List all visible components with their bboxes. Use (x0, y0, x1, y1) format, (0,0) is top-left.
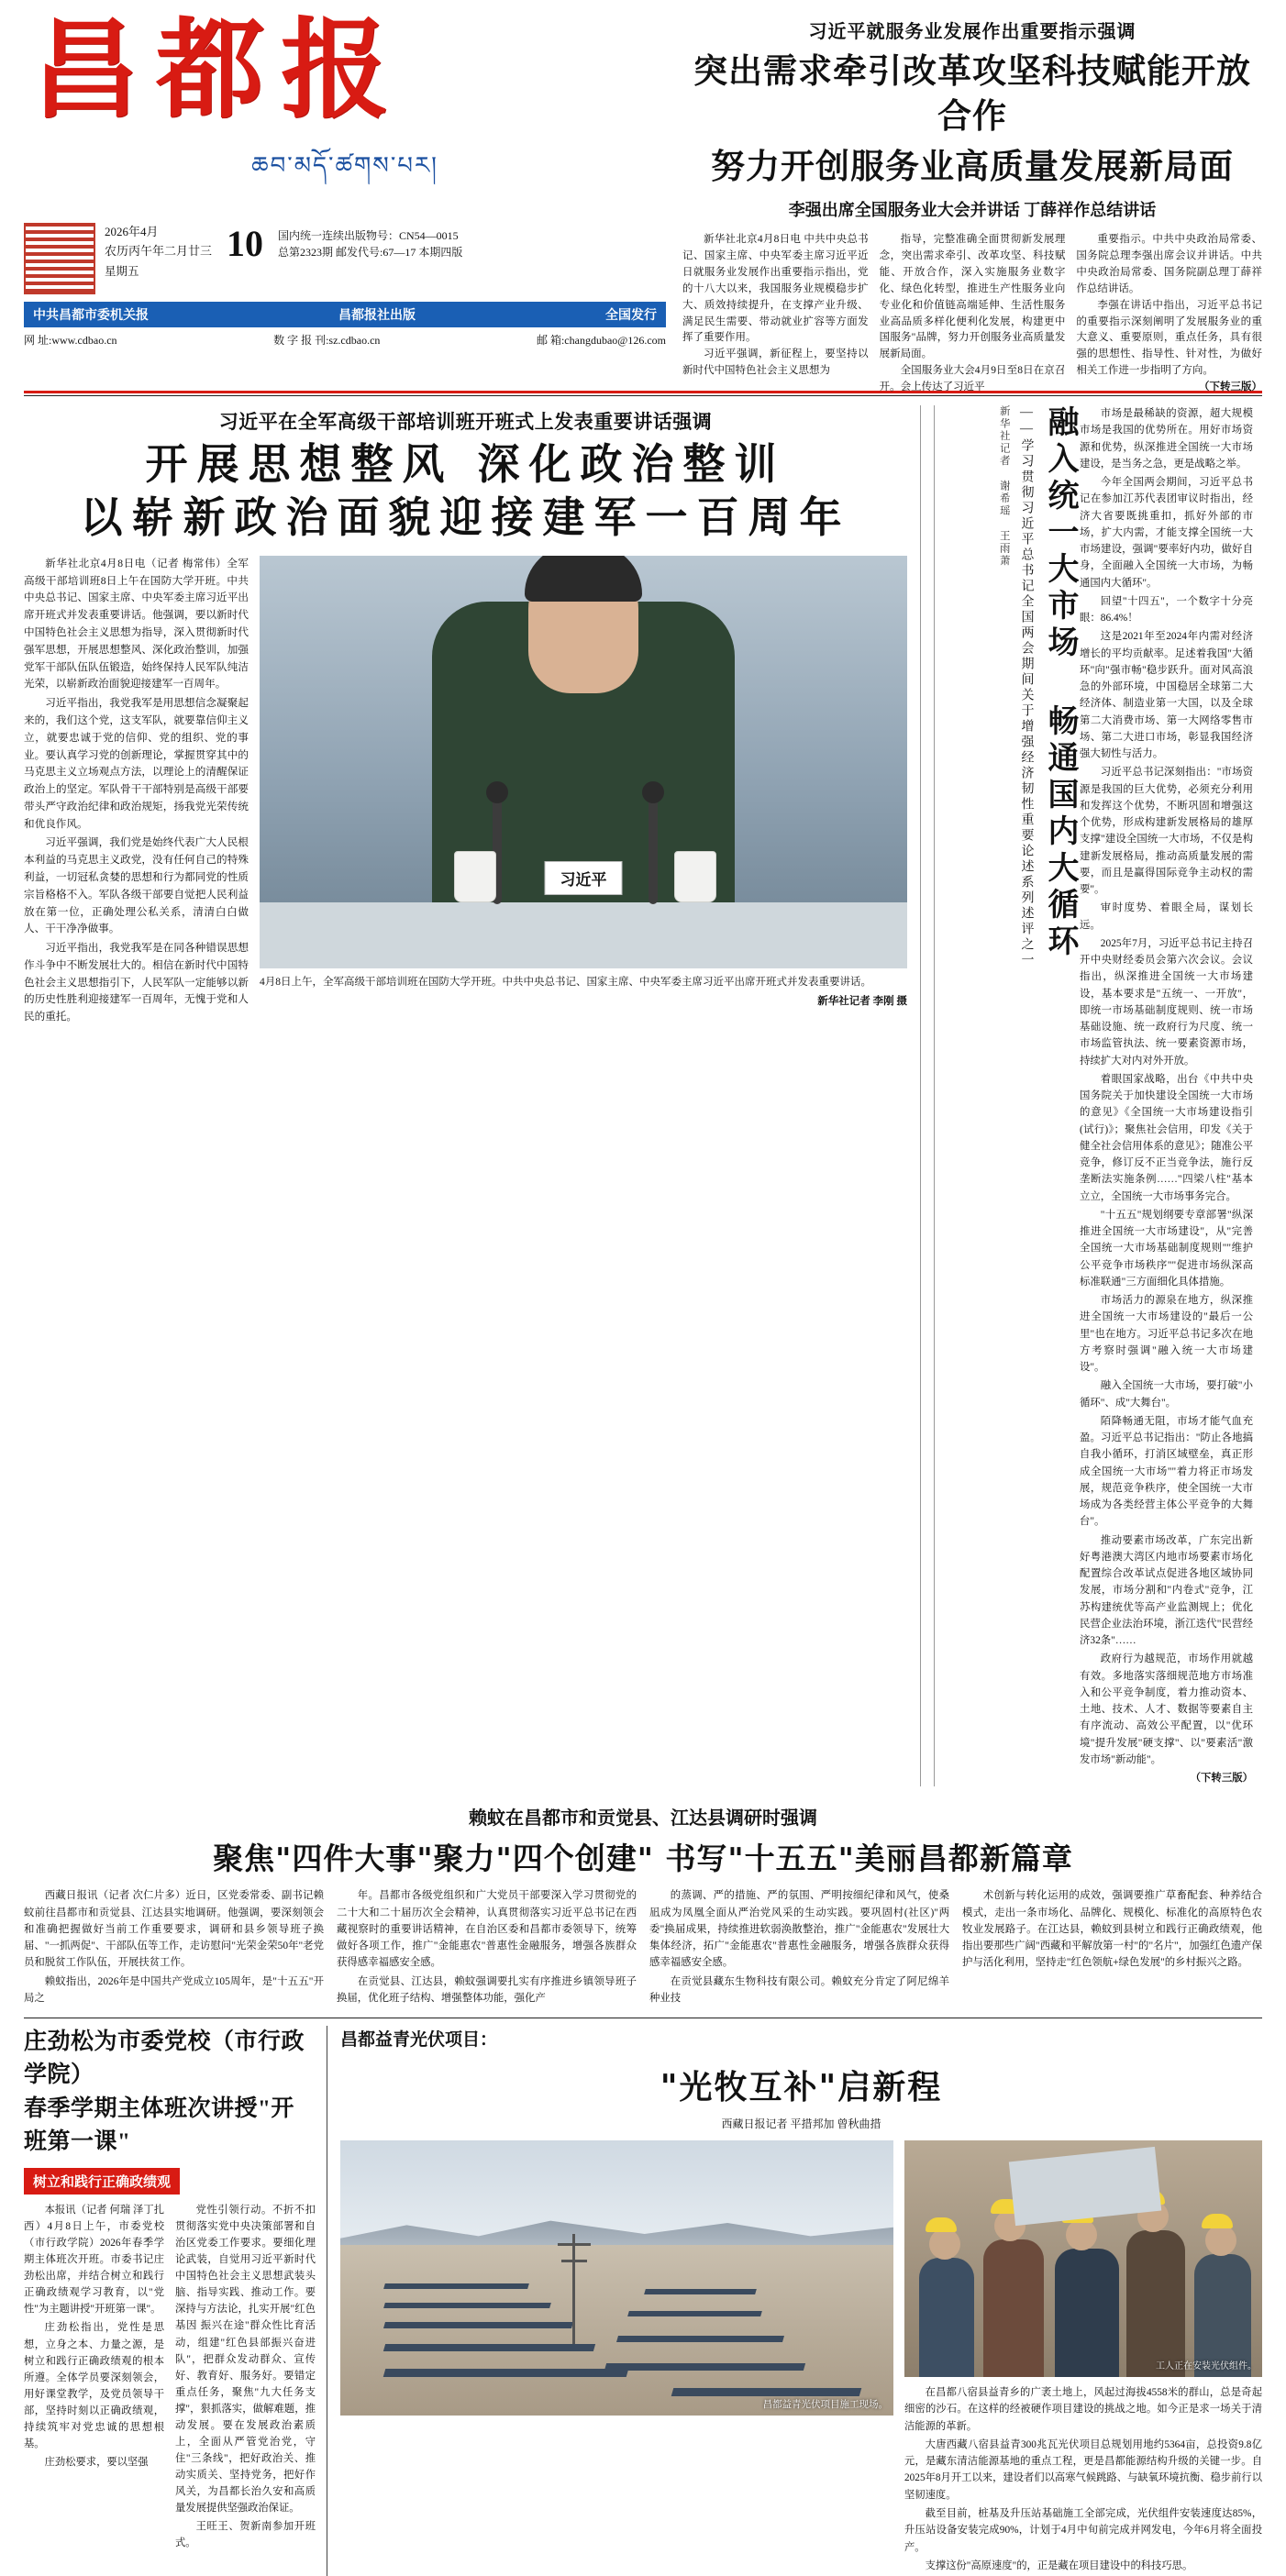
commentary-para-9: "十五五"规划纲要专章部署"纵深推进全国统一大市场建设"，从"完善全国统一大市场基础制度规则""维护公平竞争市场秩序""促进市场纵深高标准联通"三方面细化具体措施。 (1080, 1209, 1253, 1288)
second-story-col1-p1: 西藏日报讯（记者 次仁片多）近日，区党委常委、副书记赖蚊前往昌都市和贡觉县、江达县实地调研。他强调，要深刻领会和准确把握做好当前工作重要要求，调研和县乡领导班子换届、"一抓两促"、干部队伍等工作，走访慰问"光荣金荣50年"老党员和脱贫工作队伍，开展扶贫工作。 (24, 1890, 324, 1969)
lead-caption-byline: 新华社记者 李刚 摄 (817, 996, 907, 1008)
masthead-left (24, 6, 666, 385)
issn-line: 国内统一连续出版物号：CN54—0015 (278, 229, 459, 243)
qr-code-icon[interactable] (24, 223, 95, 294)
top-story-title-line2: 努力开创服务业高质量发展新局面 (711, 145, 1234, 186)
commentary-vertical-head (934, 405, 1080, 1786)
commentary-para-7: 2025年7月，习近平总书记主持召开中央财经委员会第六次会议。会议指出，纵深推进全国统一大市场建设，基本要求是"五统一、一开放"，即统一市场基础制度规则、统一市场基础设施、统一政府行为尺度、统一市场监管执法、统一要素资源市场，持续扩大对内对外开放。 (1080, 937, 1253, 1067)
commentary-para-5: 习近平总书记深刻指出："市场资源是我国的巨大优势，必须充分利用和发挥这个优势，不断巩固和增强这个优势，形成构建新发展格局的雄厚支撑"建设全国统一大市场，不仅是构建新发展格局，推动高质量发展的需要，而且是赢得国际竞争主动权的需要"。 (1080, 767, 1253, 895)
photo-hair (525, 556, 642, 602)
teacup-icon (454, 851, 496, 902)
top-story-col2-p2: 全国服务业大会4月9日至8日在京召开。会上传达了习近平 (879, 364, 1066, 392)
party-school-title-line1: 庄劲松为市委党校（市行政学院） (24, 2029, 305, 2088)
bottom-section (0, 2026, 1286, 2576)
commentary-para-10: 市场活力的源泉在地方，纵深推进全国统一大市场建设的"最后一公里"也在地方。习近平总书记多次在地方考察时强调"融入统一大市场建设"。 (1080, 1295, 1253, 1373)
photo-nameplate: 习近平 (545, 861, 623, 895)
commentary-body (1080, 405, 1262, 1786)
publisher-house: 昌都报社出版 (338, 308, 416, 323)
masthead (0, 0, 1286, 392)
top-story-kicker: 习近平就服务业发展作出重要指示强调 (808, 22, 1136, 42)
second-story-title: 聚焦"四件大事"聚力"四个创建" 书写"十五五"美丽昌都新篇章 (213, 1841, 1073, 1877)
party-school-col1-p1: 本报讯（记者 何瑞 泽丁扎西）4月8日上午，市委党校（市行政学院）2026年春季学期主体班次开班。市委书记庄劲松出席，并结合树立和践行正确政绩观学习教育，以"党性"为主题讲授"开班第一课"。 (24, 2205, 164, 2316)
issue-date: 2026年4月 (105, 224, 159, 238)
distribution: 全国发行 (605, 308, 657, 323)
transmission-tower-icon (572, 2234, 575, 2344)
lead-photo-block (260, 556, 907, 1028)
commentary-para-12: 陌降畅通无阻，市场才能气血充盈。习近平总书记指出："防止各地搞自我小循环，打消区域壁垒，真正形成全国统一大市场""着力将正市场发展，规范竞争秩序，使全国统一大市场成为各类经营主体公平竞争的大舞台"。 (1080, 1415, 1253, 1528)
lead-para-2: 习近平指出，我党我军是用思想信念凝聚起来的，我们这个党，这支军队，就要靠信仰主义立，就要忠诚于党的信仰、党的组织、党的事业。要认真学习党的创新理论，掌握贯穿其中的马克思主义立场观点方法，以理论上的清醒保证政治上的坚定。军队骨干干部特别是高级干部要带头严守政治纪律和政治规矩，扬我党光荣传统和优良作风。 (24, 697, 249, 830)
photo-feature-para-4: 支撑这份"高原速度"的，正是藏在项目建设中的科技巧思。 (925, 2559, 1193, 2571)
publisher-bar (24, 302, 666, 327)
teacup-icon (674, 851, 716, 902)
photo-feature-para-3: 截至目前，桩基及升压站基础施工全部完成，光伏组件安装速度达85%，升压站设备安装完成90%，计划于4月中旬前完成并网发电，今年6月将全面投产。 (904, 2508, 1262, 2553)
publisher-org: 中共昌都市委机关报 (33, 308, 149, 323)
digital-paper-link[interactable]: 数 字 报 刊:sz.cdbao.cn (273, 333, 381, 347)
main-content (0, 396, 1286, 1786)
lead-title-line2: 以崭新政治面貌迎接建军一百周年 (80, 492, 851, 542)
photo-feature-para-2: 大唐西藏八宿县益青300兆瓦光伏项目总规划用地约5364亩，总投资9.8亿元，是藏东清洁能源基地的重点工程，更是昌都能源结构升级的关键一步。自2025年8月开工以来，建设者们以高寒气候跳路、与缺氧环境抗衡、稳步前行以坚韧速度。 (904, 2438, 1262, 2501)
top-story-col1-p1: 新华社北京4月8日电 中共中央总书记、国家主席、中央军委主席习近平近日就服务业发展作出重要指示指出，党的十八大以来，我国服务业规模稳步扩大、质效持续提升，在支撑产业升级、满足民生需要、带动就业扩容等方面发挥了重要作用。 (682, 234, 869, 344)
issue-number-line: 总第2323期 邮发代号:67—17 本期四版 (278, 246, 463, 260)
website-link[interactable]: 网 址:www.cdbao.cn (24, 333, 117, 347)
lead-photo-caption (260, 974, 907, 1011)
masthead-top-story (666, 13, 1263, 392)
photo-feature-headline: "光牧互补"启新程 (660, 2068, 943, 2106)
commentary-para-3: 回望"十四五"，一个数字十分亮眼：86.4%！ (1080, 595, 1253, 624)
second-story-col2-p1: 年。昌都市各级党组织和广大党员干部要深入学习贯彻党的二十大和二十届历次全会精神，认真贯彻落实习近平总书记在西藏视察时的重要讲话精神，在自治区委和昌都市委领导下，统筹做好各项工作，推广"金能惠农"普惠性金融服务，增强各族群众获得感幸福感安全感。 (337, 1890, 637, 1969)
photo-feature-para-1: 在昌都八宿县益青乡的广袤土地上，风起过海拔4558米的群山，总是奇起细密的沙石。在这样的经被硬作项目建设的挑战之地。如今正是求一场关于清洁能源的革新。 (904, 2387, 1262, 2432)
top-story-col3-p1: 重要指示。中共中央政治局常委、国务院总理李强出席会议并讲话。中共中央政治局常委、国务院副总理丁薛祥作总结讲话。 (1076, 234, 1263, 294)
second-story-col3-p1: 的蒸调、严的措施、严的氛围、严明按细纪律和风气，使桑凪成为凤凰全面从严治党风采的生动实践。要巩固村(社区)"两委"换届成果，持续推进软弱涣散整治，推广"金能惠农"发展壮大集体经济，拓广"金能惠农"普惠性金融服务，增强各族群众获得感幸福感安全感。 (649, 1890, 949, 1969)
party-school-col2-p2: 王旺王、贺新南参加开班式。 (175, 2521, 316, 2549)
top-story-col3-p2: 李强在讲话中指出，习近平总书记的重要指示深刻阐明了发展服务业的重大意义、重要原则，重点任务，具有很强的思想性、指导性、针对性，为做好相关工作进一步指明了方向。 (1076, 299, 1263, 376)
commentary-column (921, 405, 1262, 1786)
lead-story (24, 405, 921, 1786)
top-story-col2-p1: 指导，完整准确全面贯彻新发展理念，突出需求牵引、改革攻坚、科技赋能、开放合作，深入实施服务业数字化、绿色化转型，推进生产性服务业向专业化和价值链高端延伸、生活性服务业高品质多样化便利化发展，构建更中国服务"品牌，努力开创服务业高质量发展新局面。 (879, 234, 1066, 360)
party-school-col1-p3: 庄劲松要求，要以坚强 (44, 2456, 149, 2468)
commentary-para-8: 着眼国家战略，出台《中共中央国务院关于加快建设全国统一大市场的意见》《全国统一大市场建设指引(试行)》；聚焦社会信用，印发《关于健全社会信用体系的意见》；随准公平竞争，修订反不正当竞争法，施行反垄断法实施条例……"四梁八柱"基本立立，全国统一大市场事务完合。 (1080, 1073, 1253, 1202)
second-story-col2-p2: 在贡觉县、江达县，赖蚊强调要扎实有序推进乡镇领导班子换届，优化班子结构、增强整体功能，强化产 (337, 1975, 637, 2004)
second-story-col3-p2: 在贡觉县藏东生物科技有限公司。赖蚊充分肯定了阿尼绵羊种业技 (649, 1975, 949, 2004)
commentary-para-13: 推动要素市场改革，广东完出新好粤港澳大湾区内地市场要素市场化配置综合改革试点促进各地区域协同发展，市场分割和"内卷式"竞争，江苏构建统优等高产业监测规上；优化民营企业法治环境，浙江迭代"民营经济32条"…… (1080, 1534, 1253, 1646)
party-school-col2-p1: 党性引领行动。不折不扣贯彻落实党中央决策部署和自治区党委工作要求。要细化理论武装，自觉用习近平新时代中国特色社会主义思想武装头脑、指导实践、推动工作。要深持与方法论，扎实开展"红色基因 振兴在途"群众性比育活动，组建"红色县部振兴奋进队"，把群众发动群众、宣传好、教育好、服务好。要错定重点任务，聚焦"九大任务支撑"，狠抓落实，做解难题，推动发展。要在发展政治素质上，全面从严管党治党，守住"三条线"，把好政治关、推动实质关、坚持党务，把好作风关，为昌都长治久安和高质量发展提供坚强政治保证。 (175, 2205, 316, 2515)
photo-feature-byline: 西藏日报记者 平措邦加 曾秋曲措 (721, 2117, 881, 2130)
microphone-icon (649, 794, 658, 904)
lead-para-3: 习近平强调，我们党是始终代表广大人民根本利益的马克思主义政党，没有任何自己的特殊利益，一切冠私贪婪的思想和行为都同党的性质宗旨格格不入。军队各级干部要自觉把人民利益放在第一位，正确处理公私关系，清清白白做人、干干净净做事。 (24, 836, 249, 935)
top-story-subhead: 李强出席全国服务业大会并讲话 丁薛祥作总结讲话 (788, 201, 1157, 220)
second-story (0, 1786, 1286, 2008)
commentary-para-1: 市场是最稀缺的资源，超大规模市场是我国的优势所在。用好市场资源和优势，纵深推进全国统一大市场建设，是当务之急，更是战略之举。 (1080, 408, 1253, 470)
commentary-continued: （下转三版） (1190, 1773, 1253, 1784)
solar-photo-caption: 昌都益青光伏项目施工现场。 (762, 2400, 888, 2410)
workers-photo (904, 2140, 1262, 2377)
party-school-story (24, 2026, 327, 2576)
lead-para-4: 习近平指出，我党我军是在同各种错误思想作斗争中不断发展壮大的。相信在新时代中国特色社会主义思想指引下，人民军队一定能够以新的历史性胜利迎接建军一百周年，无愧于党和人民的重托。 (24, 942, 249, 1023)
top-story-continued: （下转三版） (1199, 381, 1263, 392)
party-school-badge: 树立和践行正确政绩观 (24, 2168, 180, 2195)
commentary-para-4: 这是2021年至2024年内需对经济增长的平均贡献率。足述着我国"大循环"向"强市畅"稳步跃升。面对风高浪急的外部环境，中国稳居全球第二大经济体、制造业第一大国，以及全球第二大消费市场、第一大网络零售市场、第二大进口市场，彰显我国经济强大韧性与活力。 (1080, 631, 1253, 759)
email-link[interactable]: 邮 箱:changdubao@126.com (536, 333, 666, 347)
issue-day: 10 (227, 223, 264, 265)
commentary-title: 融入统一大市场 畅通国内大循环 (1042, 405, 1079, 961)
commentary-para-11: 融入全国统一大市场，要打破"小循环"、成"大舞台"。 (1080, 1380, 1253, 1409)
lead-title-line1: 开展思想整风 深化政治整训 (145, 439, 786, 489)
lead-caption-text: 4月8日上午，全军高级干部培训班在国防大学开班。中共中央总书记、国家主席、中央军委主席习近平出席开班式并发表重要讲话。 (260, 976, 871, 988)
second-story-col1-p2: 赖蚊指出，2026年是中国共产党成立105周年，是"十五五"开局之 (24, 1975, 324, 2004)
commentary-para-2: 今年全国两会期间，习近平总书记在参加江苏代表团审议时指出，经济大省要既挑重扣，抓好外部的市场，扩大内需，才能支撑全国统一大市场建设，强调"要率好内功，做好自身，全面融入全国统一大市场，为畅通国内大循环"。 (1080, 477, 1253, 589)
second-story-col4-p1: 术创新与转化运用的成效，强调要推广草畜配套、种养结合模式，走出一条市场化、品牌化、规模化、标准化的高原特色农牧业发展路子。在江达县，赖蚊到县树立和践行正确政绩观，他指出要那些广阔"西藏和平解放第一村"的"名片"，加强红色遗产保护与活化利用，坚持走"红色领航+绿色发展"的乡村振兴之路。 (962, 1890, 1262, 1969)
commentary-para-6: 审时度势、着眼全局，谋划长远。 (1080, 902, 1253, 931)
second-story-kicker: 赖蚊在昌都市和贡觉县、江达县调研时强调 (469, 1808, 817, 1830)
tibetan-logo: ཆབ་མདོ་ཚགས་པར། (251, 151, 438, 179)
top-story-col1-p2: 习近平强调，新征程上，要坚持以新时代中国特色社会主义思想为 (682, 348, 869, 376)
lead-body-text (24, 556, 249, 1028)
lead-kicker: 习近平在全军高级干部培训班开班式上发表重要讲话强调 (218, 411, 713, 433)
party-school-col1-p2: 庄劲松指出，党性是思想，立身之本、力量之源，是树立和践行正确政绩观的根本所遵。全体学员要深刻领会，用好课堂教学，及党员领导干部，坚持时刻以正确政绩观，持续筑牢对党忠诚的思想根基。 (24, 2322, 164, 2449)
solar-farm-photo (340, 2140, 893, 2416)
photo-desk (260, 902, 907, 968)
commentary-subtitle: ——学习贯彻习近平总书记全国两会期间关于增强经济韧性重要论述系列述评之一 (1019, 405, 1034, 968)
photo-feature (327, 2026, 1262, 2576)
top-story-title-line1: 突出需求牵引改革攻坚科技赋能开放合作 (693, 50, 1251, 136)
photo-feature-body (904, 2384, 1262, 2574)
commentary-para-14: 政府行为越规范，市场作用就越有效。多地落实落细规范地方市场准入和公平竞争制度，着力推动资本、土地、技术、人才、数据等要素自主有序流动、高效公平配置，以"优环境"提升发展"硬支撑"、以"要素活"激发市场"新动能"。 (1080, 1653, 1253, 1765)
weekday: 星期五 (105, 265, 139, 279)
newspaper-logo: 昌都报 (31, 6, 406, 133)
lead-para-1: 新华社北京4月8日电（记者 梅常伟）全军高级干部培训班8日上午在国防大学开班。中共中央总书记、国家主席、中央军委主席习近平出席开班式并发表重要讲话。他强调，要以新时代中国特色社会主义思想为指导，深入贯彻新时代强军思想，开展思想整风、深化政治整训，加强党军干部队伍队伍锻造，始终保持人民军队纯洁光荣，以崭新政治面貌迎接建军一百周年。 (24, 557, 249, 691)
lead-photo (260, 556, 907, 968)
commentary-byline: 新华社记者 谢希瑶 王雨萧 (998, 405, 1010, 568)
workers-photo-caption: 工人正在安装光伏组件。 (1156, 2361, 1257, 2371)
lunar-date: 农历丙午年二月廿三 (105, 243, 213, 258)
photo-feature-label: 昌都益青光伏项目： (340, 2030, 498, 2050)
party-school-title-line2: 春季学期主体班次讲授"开班第一课" (24, 2095, 294, 2154)
